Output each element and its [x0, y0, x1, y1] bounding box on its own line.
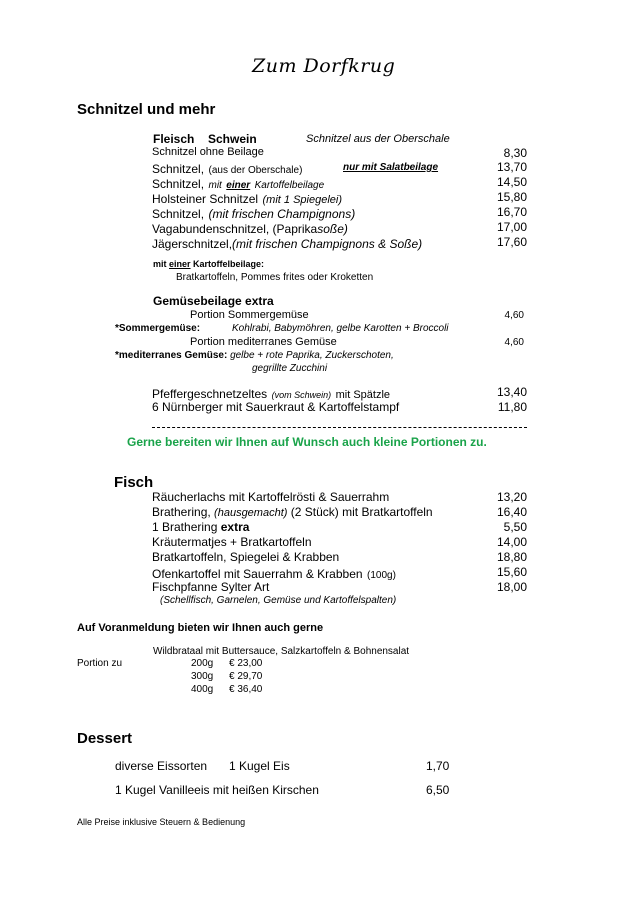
menu-item-price: 17,00	[496, 220, 527, 234]
menu-item-small: (100g)	[367, 570, 396, 581]
menu-item-name: diverse Eissorten	[115, 759, 208, 773]
menu-item-price: 16,70	[496, 205, 527, 219]
oberschale-note: Schnitzel aus der Oberschale	[306, 133, 450, 145]
fischpfanne-desc: (Schellfisch, Garnelen, Gemüse und Kartoffelspalten)	[160, 595, 397, 606]
menu-item-price: 16,40	[496, 505, 527, 519]
menu-item-price: 1,70	[426, 759, 450, 773]
portion-mediterran: Portion mediterranes Gemüse	[190, 336, 337, 348]
gemuese-heading: Gemüsebeilage extra	[153, 294, 274, 308]
menu-item-name: 6 Nürnberger mit Sauerkraut & Kartoffelstampf	[152, 400, 400, 414]
menu-item-name: Schnitzel,	[152, 162, 205, 176]
menu-item-price: 6,50	[426, 783, 450, 797]
mediterran-desc-2: gegrillte Zucchini	[252, 363, 328, 374]
fleisch-label: Fleisch	[153, 132, 195, 146]
menu-item-price: 18,00	[496, 580, 527, 594]
menu-item-price: 15,60	[496, 565, 527, 579]
portion-sommergemuese-price: 4,60	[504, 310, 524, 321]
mediterran-label: *mediterranes Gemüse:	[115, 350, 228, 361]
menu-item-price: 13,70	[496, 160, 527, 174]
menu-item-detail: (hausgemacht)	[214, 507, 288, 519]
beilage-underlined: einer	[169, 259, 191, 269]
mediterran-desc-1: gelbe + rote Paprika, Zuckerschoten,	[230, 350, 394, 361]
menu-item-price: 5,50	[503, 520, 527, 534]
section-heading-dessert: Dessert	[77, 730, 133, 747]
menu-item-detail: (aus der Oberschale)	[208, 165, 303, 176]
menu-item-post: mit Spätzle	[335, 389, 391, 401]
menu-item-price: 15,80	[496, 190, 527, 204]
menu-item-detail: 1 Kugel Eis	[229, 759, 290, 773]
menu-item-detail: soße)	[317, 222, 348, 236]
section-heading-fisch: Fisch	[114, 474, 154, 491]
menu-item-name: Räucherlachs mit Kartoffelrösti & Sauerrahm	[152, 490, 390, 504]
portion-price: € 23,00	[229, 658, 263, 669]
divider	[152, 427, 527, 428]
menu-item-detail: (mit 1 Spiegelei)	[262, 194, 342, 206]
beilage-options: Bratkartoffeln, Pommes frites oder Kroketten	[176, 272, 374, 283]
menu-item-price: 14,50	[496, 175, 527, 189]
menu-item-price: 17,60	[496, 235, 527, 249]
menu-item-detail: (vom Schwein)	[271, 390, 332, 400]
menu-item-name: 1 Brathering	[152, 520, 218, 534]
menu-item-name: Kräutermatjes + Bratkartoffeln	[152, 535, 312, 549]
salat-note: nur mit Salatbeilage	[343, 162, 439, 173]
menu-item-name: Pfeffergeschnetzeltes	[152, 387, 268, 401]
sommergemuese-desc: Kohlrabi, Babymöhren, gelbe Karotten + Broccoli	[232, 323, 449, 334]
menu-item-price: 18,80	[496, 550, 527, 564]
wildbrataal-dish: Wildbrataal mit Buttersauce, Salzkartoffeln & Bohnensalat	[153, 646, 410, 657]
portion-price: € 29,70	[229, 671, 263, 682]
beilage-post: Kartoffelbeilage:	[193, 259, 265, 269]
menu-item-detail: (mit frischen Champignons & Soße)	[232, 237, 423, 251]
menu-item-price: 8,30	[503, 146, 527, 160]
menu-item-name: Jägerschnitzel,	[152, 237, 233, 251]
portion-price: € 36,40	[229, 684, 263, 695]
beilage-pre: mit	[153, 259, 167, 269]
beilage-heading	[153, 259, 264, 269]
menu-item-name: Fischpfanne Sylter Art	[152, 580, 270, 594]
menu-item	[152, 505, 433, 519]
menu-item-price: 13,20	[496, 490, 527, 504]
menu-item-name: Ofenkartoffel mit Sauerrahm & Krabben	[152, 567, 363, 581]
portion-weight: 400g	[191, 684, 214, 695]
menu-item-detail: (mit frischen Champignons)	[208, 207, 356, 221]
menu-item-detail-underlined: einer	[226, 180, 251, 191]
menu-item	[152, 235, 422, 253]
portions-notice: Gerne bereiten wir Ihnen auf Wunsch auch kleine Portionen zu.	[127, 435, 487, 449]
restaurant-title: Zum Dorfkrug	[252, 55, 396, 77]
portion-sommergemuese: Portion Sommergemüse	[190, 309, 309, 321]
menu-item-name: 1 Kugel Vanilleeis mit heißen Kirschen	[115, 783, 319, 797]
sommergemuese-label: *Sommergemüse:	[115, 323, 201, 334]
menu-item-name: Schnitzel,	[152, 177, 205, 191]
portion-label: Portion zu	[77, 658, 123, 669]
mediterran-row	[115, 350, 394, 361]
menu-item-price: 13,40	[496, 385, 527, 399]
menu-item-price: 14,00	[496, 535, 527, 549]
menu-item-name: Vagabundenschnitzel, (Paprika	[152, 222, 318, 236]
menu-item	[152, 520, 249, 534]
menu-item-price: 11,80	[497, 400, 527, 414]
portion-weight: 300g	[191, 671, 214, 682]
portion-mediterran-price: 4,60	[504, 337, 524, 348]
voranmeldung-heading: Auf Voranmeldung bieten wir Ihnen auch gerne	[77, 622, 324, 634]
menu-item-detail-post: Kartoffelbeilage	[254, 180, 325, 191]
footer-note: Alle Preise inklusive Steuern & Bedienung	[77, 817, 246, 827]
menu-item-name: Holsteiner Schnitzel	[152, 192, 259, 206]
section-heading-schnitzel: Schnitzel und mehr	[77, 101, 216, 118]
menu-item-bold: extra	[220, 520, 250, 534]
menu-item-detail-pre: mit	[208, 180, 222, 191]
schwein-label: Schwein	[208, 132, 257, 146]
menu-item-name: Bratkartoffeln, Spiegelei & Krabben	[152, 550, 340, 564]
menu-item-name: Schnitzel ohne Beilage	[152, 146, 264, 158]
menu-item-name: Brathering,	[152, 505, 211, 519]
portion-weight: 200g	[191, 658, 214, 669]
menu-item-post: (2 Stück) mit Bratkartoffeln	[290, 505, 433, 519]
menu-item-name: Schnitzel,	[152, 207, 205, 221]
